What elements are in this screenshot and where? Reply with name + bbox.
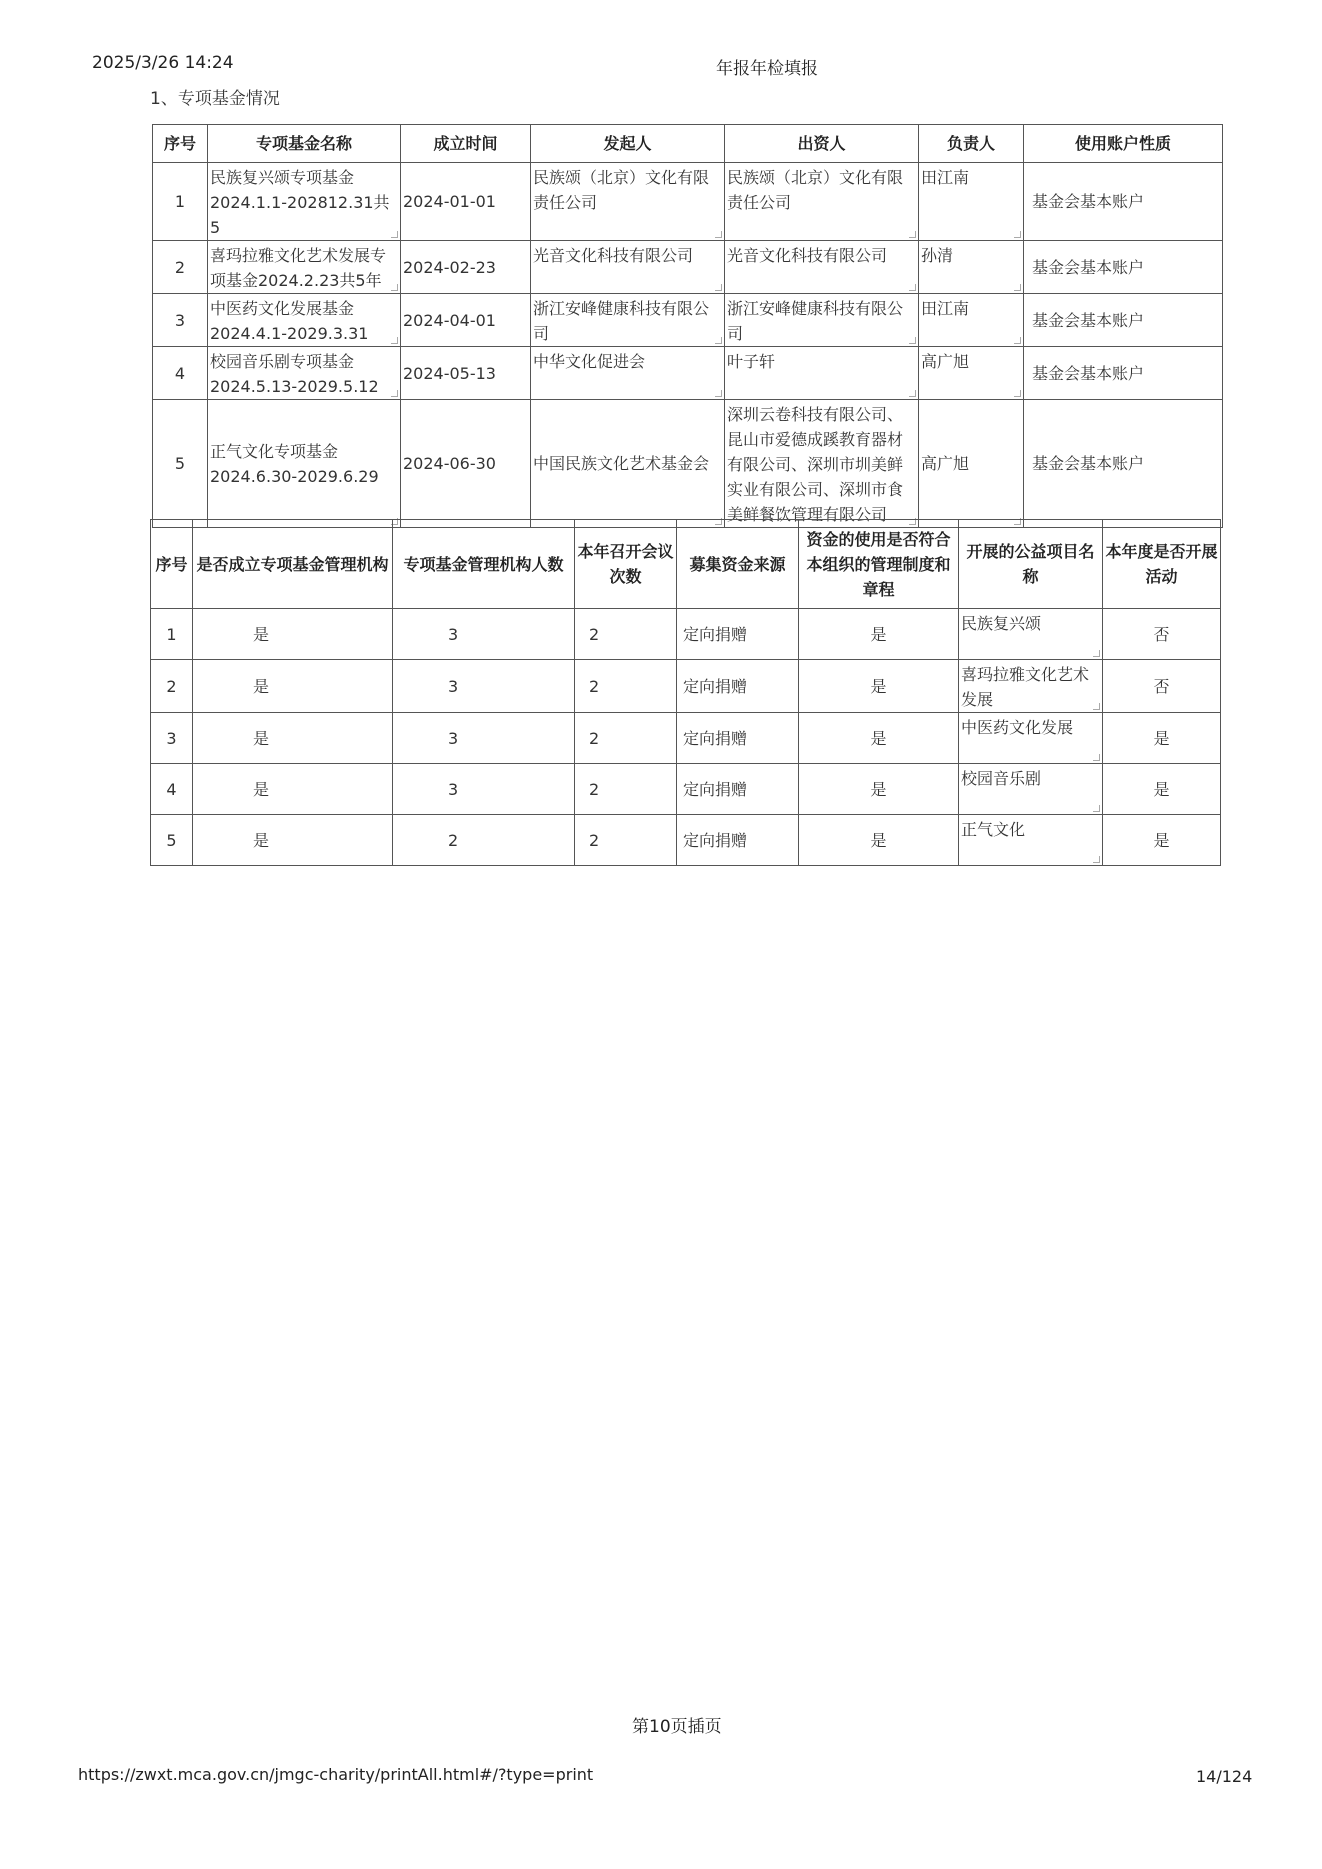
col-header-manager: 负责人	[919, 125, 1024, 163]
cell-date[interactable]: 2024-06-30	[401, 400, 531, 528]
table-row	[153, 294, 1223, 347]
cell-compliant[interactable]: 是	[799, 815, 959, 866]
cell-active[interactable]: 否	[1103, 660, 1221, 713]
cell-active[interactable]: 是	[1103, 713, 1221, 764]
cell-manager[interactable]: 高广旭	[919, 400, 1024, 528]
cell-manager[interactable]: 田江南	[919, 163, 1024, 241]
col-header-no: 序号	[151, 520, 193, 609]
cell-project[interactable]: 民族复兴颂	[959, 609, 1103, 660]
page-number: 14/124	[1196, 1767, 1253, 1786]
cell-manager[interactable]: 高广旭	[919, 347, 1024, 400]
cell-meetings[interactable]: 2	[575, 764, 677, 815]
cell-sponsor[interactable]: 浙江安峰健康科技有限公司	[531, 294, 725, 347]
table-header-row	[151, 520, 1221, 609]
fund-management-table	[150, 519, 1221, 866]
cell-meetings[interactable]: 2	[575, 609, 677, 660]
col-header-source: 募集资金来源	[677, 520, 799, 609]
page-title: 年报年检填报	[716, 59, 818, 79]
cell-has-org[interactable]: 是	[193, 764, 393, 815]
table-row	[153, 163, 1223, 241]
cell-project[interactable]: 喜玛拉雅文化艺术发展	[959, 660, 1103, 713]
cell-sponsor[interactable]: 中华文化促进会	[531, 347, 725, 400]
cell-no: 3	[151, 713, 193, 764]
col-header-date: 成立时间	[401, 125, 531, 163]
cell-project[interactable]: 正气文化	[959, 815, 1103, 866]
cell-no: 1	[153, 163, 208, 241]
cell-active[interactable]: 是	[1103, 764, 1221, 815]
cell-active[interactable]: 是	[1103, 815, 1221, 866]
cell-fund-name[interactable]: 校园音乐剧专项基金2024.5.13-2029.5.12	[208, 347, 401, 400]
cell-source[interactable]: 定向捐赠	[677, 609, 799, 660]
col-header-investor: 出资人	[725, 125, 919, 163]
cell-source[interactable]: 定向捐赠	[677, 815, 799, 866]
cell-investor[interactable]: 浙江安峰健康科技有限公司	[725, 294, 919, 347]
col-header-has-org: 是否成立专项基金管理机构	[193, 520, 393, 609]
cell-has-org[interactable]: 是	[193, 815, 393, 866]
table-row	[151, 660, 1221, 713]
cell-no: 4	[151, 764, 193, 815]
cell-no: 4	[153, 347, 208, 400]
cell-members[interactable]: 3	[393, 609, 575, 660]
cell-account[interactable]: 基金会基本账户	[1024, 241, 1223, 294]
cell-manager[interactable]: 孙清	[919, 241, 1024, 294]
table-row	[153, 400, 1223, 528]
cell-date[interactable]: 2024-04-01	[401, 294, 531, 347]
table-row	[151, 713, 1221, 764]
cell-compliant[interactable]: 是	[799, 713, 959, 764]
cell-date[interactable]: 2024-05-13	[401, 347, 531, 400]
cell-no: 1	[151, 609, 193, 660]
cell-no: 2	[151, 660, 193, 713]
cell-source[interactable]: 定向捐赠	[677, 713, 799, 764]
cell-source[interactable]: 定向捐赠	[677, 660, 799, 713]
cell-compliant[interactable]: 是	[799, 764, 959, 815]
cell-account[interactable]: 基金会基本账户	[1024, 400, 1223, 528]
table-row	[151, 609, 1221, 660]
cell-source[interactable]: 定向捐赠	[677, 764, 799, 815]
cell-account[interactable]: 基金会基本账户	[1024, 294, 1223, 347]
table-row	[151, 815, 1221, 866]
cell-sponsor[interactable]: 民族颂（北京）文化有限责任公司	[531, 163, 725, 241]
page-insert-label: 第10页插页	[632, 1717, 722, 1737]
cell-no: 5	[153, 400, 208, 528]
cell-members[interactable]: 3	[393, 660, 575, 713]
section-title: 1、专项基金情况	[150, 89, 280, 109]
cell-meetings[interactable]: 2	[575, 713, 677, 764]
table-row	[153, 241, 1223, 294]
col-header-compliant: 资金的使用是否符合本组织的管理制度和章程	[799, 520, 959, 609]
cell-project[interactable]: 中医药文化发展	[959, 713, 1103, 764]
cell-meetings[interactable]: 2	[575, 660, 677, 713]
cell-sponsor[interactable]: 中国民族文化艺术基金会	[531, 400, 725, 528]
cell-members[interactable]: 3	[393, 764, 575, 815]
col-header-active: 本年度是否开展活动	[1103, 520, 1221, 609]
cell-date[interactable]: 2024-02-23	[401, 241, 531, 294]
cell-investor[interactable]: 光音文化科技有限公司	[725, 241, 919, 294]
cell-account[interactable]: 基金会基本账户	[1024, 163, 1223, 241]
cell-fund-name[interactable]: 正气文化专项基金2024.6.30-2029.6.29	[208, 400, 401, 528]
cell-date[interactable]: 2024-01-01	[401, 163, 531, 241]
cell-has-org[interactable]: 是	[193, 713, 393, 764]
col-header-no: 序号	[153, 125, 208, 163]
col-header-project: 开展的公益项目名称	[959, 520, 1103, 609]
cell-manager[interactable]: 田江南	[919, 294, 1024, 347]
col-header-fund-name: 专项基金名称	[208, 125, 401, 163]
cell-no: 3	[153, 294, 208, 347]
print-url: https://zwxt.mca.gov.cn/jmgc-charity/printAll.html#/?type=print	[78, 1765, 594, 1784]
cell-fund-name[interactable]: 喜玛拉雅文化艺术发展专项基金2024.2.23共5年	[208, 241, 401, 294]
cell-fund-name[interactable]: 中医药文化发展基金2024.4.1-2029.3.31	[208, 294, 401, 347]
cell-fund-name[interactable]: 民族复兴颂专项基金2024.1.1-202812.31共5	[208, 163, 401, 241]
col-header-members: 专项基金管理机构人数	[393, 520, 575, 609]
cell-project[interactable]: 校园音乐剧	[959, 764, 1103, 815]
cell-meetings[interactable]: 2	[575, 815, 677, 866]
print-datetime: 2025/3/26 14:24	[92, 53, 234, 73]
special-fund-table	[152, 124, 1223, 528]
col-header-sponsor: 发起人	[531, 125, 725, 163]
table-row	[151, 764, 1221, 815]
col-header-meetings: 本年召开会议次数	[575, 520, 677, 609]
cell-investor[interactable]: 民族颂（北京）文化有限责任公司	[725, 163, 919, 241]
cell-no: 2	[153, 241, 208, 294]
cell-active[interactable]: 否	[1103, 609, 1221, 660]
cell-no: 5	[151, 815, 193, 866]
cell-has-org[interactable]: 是	[193, 609, 393, 660]
cell-members[interactable]: 2	[393, 815, 575, 866]
table-header-row	[153, 125, 1223, 163]
cell-compliant[interactable]: 是	[799, 660, 959, 713]
cell-sponsor[interactable]: 光音文化科技有限公司	[531, 241, 725, 294]
col-header-account: 使用账户性质	[1024, 125, 1223, 163]
cell-compliant[interactable]: 是	[799, 609, 959, 660]
cell-investor[interactable]: 叶子轩	[725, 347, 919, 400]
table-row	[153, 347, 1223, 400]
cell-account[interactable]: 基金会基本账户	[1024, 347, 1223, 400]
cell-members[interactable]: 3	[393, 713, 575, 764]
cell-has-org[interactable]: 是	[193, 660, 393, 713]
cell-investor[interactable]: 深圳云卷科技有限公司、昆山市爱德成蹊教育器材有限公司、深圳市圳美鲜实业有限公司、深圳市食美鲜餐饮管理有限公司	[725, 400, 919, 528]
